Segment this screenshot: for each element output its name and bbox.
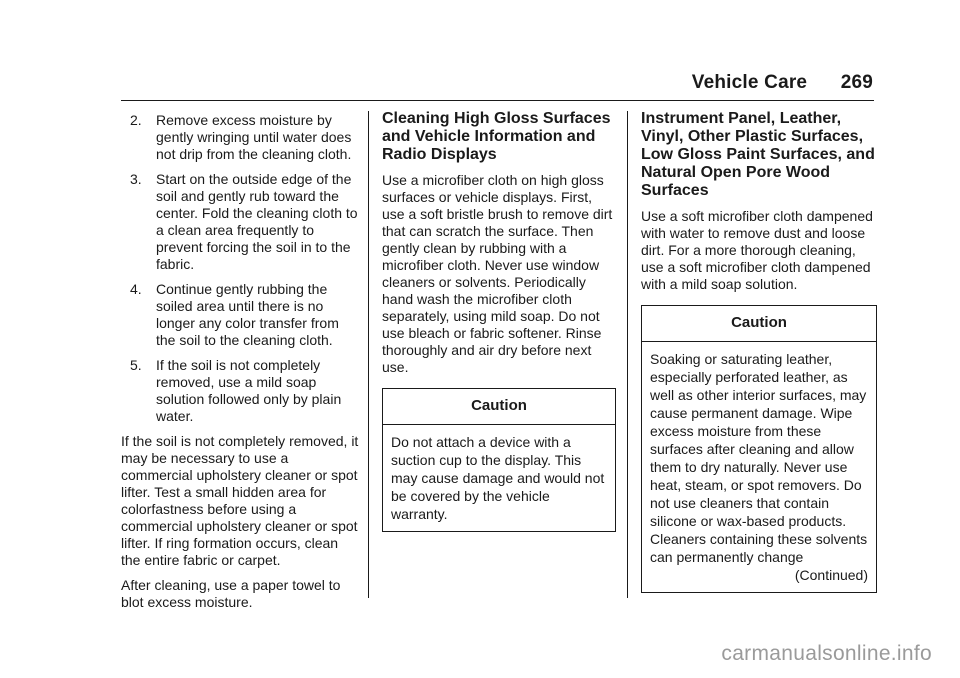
chapter-title: Vehicle Care bbox=[691, 72, 808, 93]
column-2 bbox=[382, 110, 616, 532]
body-paragraph: Use a microfiber cloth on high gloss surfaces or vehicle displays. First, use a soft bristle brush to remove dirt that can scratch the surface. Then gently clean by rubbing with a microfiber cloth. Never use window cleaners or solvents. Periodically hand wash the microfiber cloth separately, using mild soap. Do not use bleach or fabric softener. Rinse thoroughly and air dry before next use. bbox=[382, 172, 613, 375]
step-item bbox=[121, 171, 361, 273]
column-1 bbox=[121, 112, 361, 619]
step-number: 5. bbox=[130, 357, 142, 373]
caution-box bbox=[382, 388, 616, 532]
body-paragraph: Use a soft microfiber cloth dampened with water to remove dust and loose dirt. For a more thorough cleaning, use a soft microfiber cloth dampened with a mild soap solution. bbox=[641, 208, 873, 292]
step-number: 3. bbox=[130, 171, 142, 187]
step-number: 4. bbox=[130, 281, 142, 297]
caution-title: Caution bbox=[383, 389, 615, 425]
step-number: 2. bbox=[130, 112, 142, 128]
caution-text: Do not attach a device with a suction cup to the display. This may cause damage and would not be covered by the vehicle warranty. bbox=[391, 434, 605, 522]
caution-box bbox=[641, 305, 877, 593]
step-item bbox=[121, 281, 361, 349]
body-paragraph: After cleaning, use a paper towel to blot excess moisture. bbox=[121, 577, 341, 610]
body-paragraph: If the soil is not completely removed, it may be necessary to use a commercial upholstery cleaner or spot lifter. Test a small hidden area for colorfastness before using a commercial upholstery cleaner or spot lifter. If ring formation occurs, clean the entire fabric or carpet. bbox=[121, 433, 359, 568]
step-text: Remove excess moisture by gently wringing until water does not drip from the cleaning cloth. bbox=[156, 112, 352, 162]
step-item bbox=[121, 357, 361, 425]
page-number: 269 bbox=[840, 72, 873, 93]
cleaning-steps bbox=[121, 112, 361, 425]
column-divider-2 bbox=[627, 111, 628, 598]
section-heading: Instrument Panel, Leather, Vinyl, Other Plastic Surfaces, Low Gloss Paint Surfaces, and Natural Open Pore Wood Surfaces bbox=[641, 110, 875, 199]
step-text: If the soil is not completely removed, use a mild soap solution followed only by plain water. bbox=[156, 357, 342, 424]
header-rule bbox=[121, 100, 874, 101]
continued-label: (Continued) bbox=[794, 567, 868, 583]
page-header bbox=[692, 72, 873, 94]
step-item bbox=[121, 112, 361, 163]
section-heading: Cleaning High Gloss Surfaces and Vehicle Information and Radio Displays bbox=[382, 110, 611, 163]
column-3 bbox=[641, 110, 877, 593]
caution-title: Caution bbox=[642, 306, 876, 342]
site-watermark: carmanualsonline.info bbox=[721, 642, 932, 665]
step-text: Start on the outside edge of the soil and gently rub toward the center. Fold the cleaning cloth to a clean area frequently to prevent forcing the soil in to the fabric. bbox=[156, 171, 358, 272]
caution-text: Soaking or saturating leather, especially perforated leather, as well as other interior surfaces, may cause permanent damage. Wipe excess moisture from these surfaces after cleaning and allow them to dry naturally. Never use heat, steam, or spot removers. Do not use cleaners that contain silicone or wax-based products. Cleaners containing these solvents can permanently change bbox=[650, 351, 868, 565]
column-divider-1 bbox=[368, 111, 369, 598]
step-text: Continue gently rubbing the soiled area until there is no longer any color transfer from the soil to the cleaning cloth. bbox=[156, 281, 339, 348]
